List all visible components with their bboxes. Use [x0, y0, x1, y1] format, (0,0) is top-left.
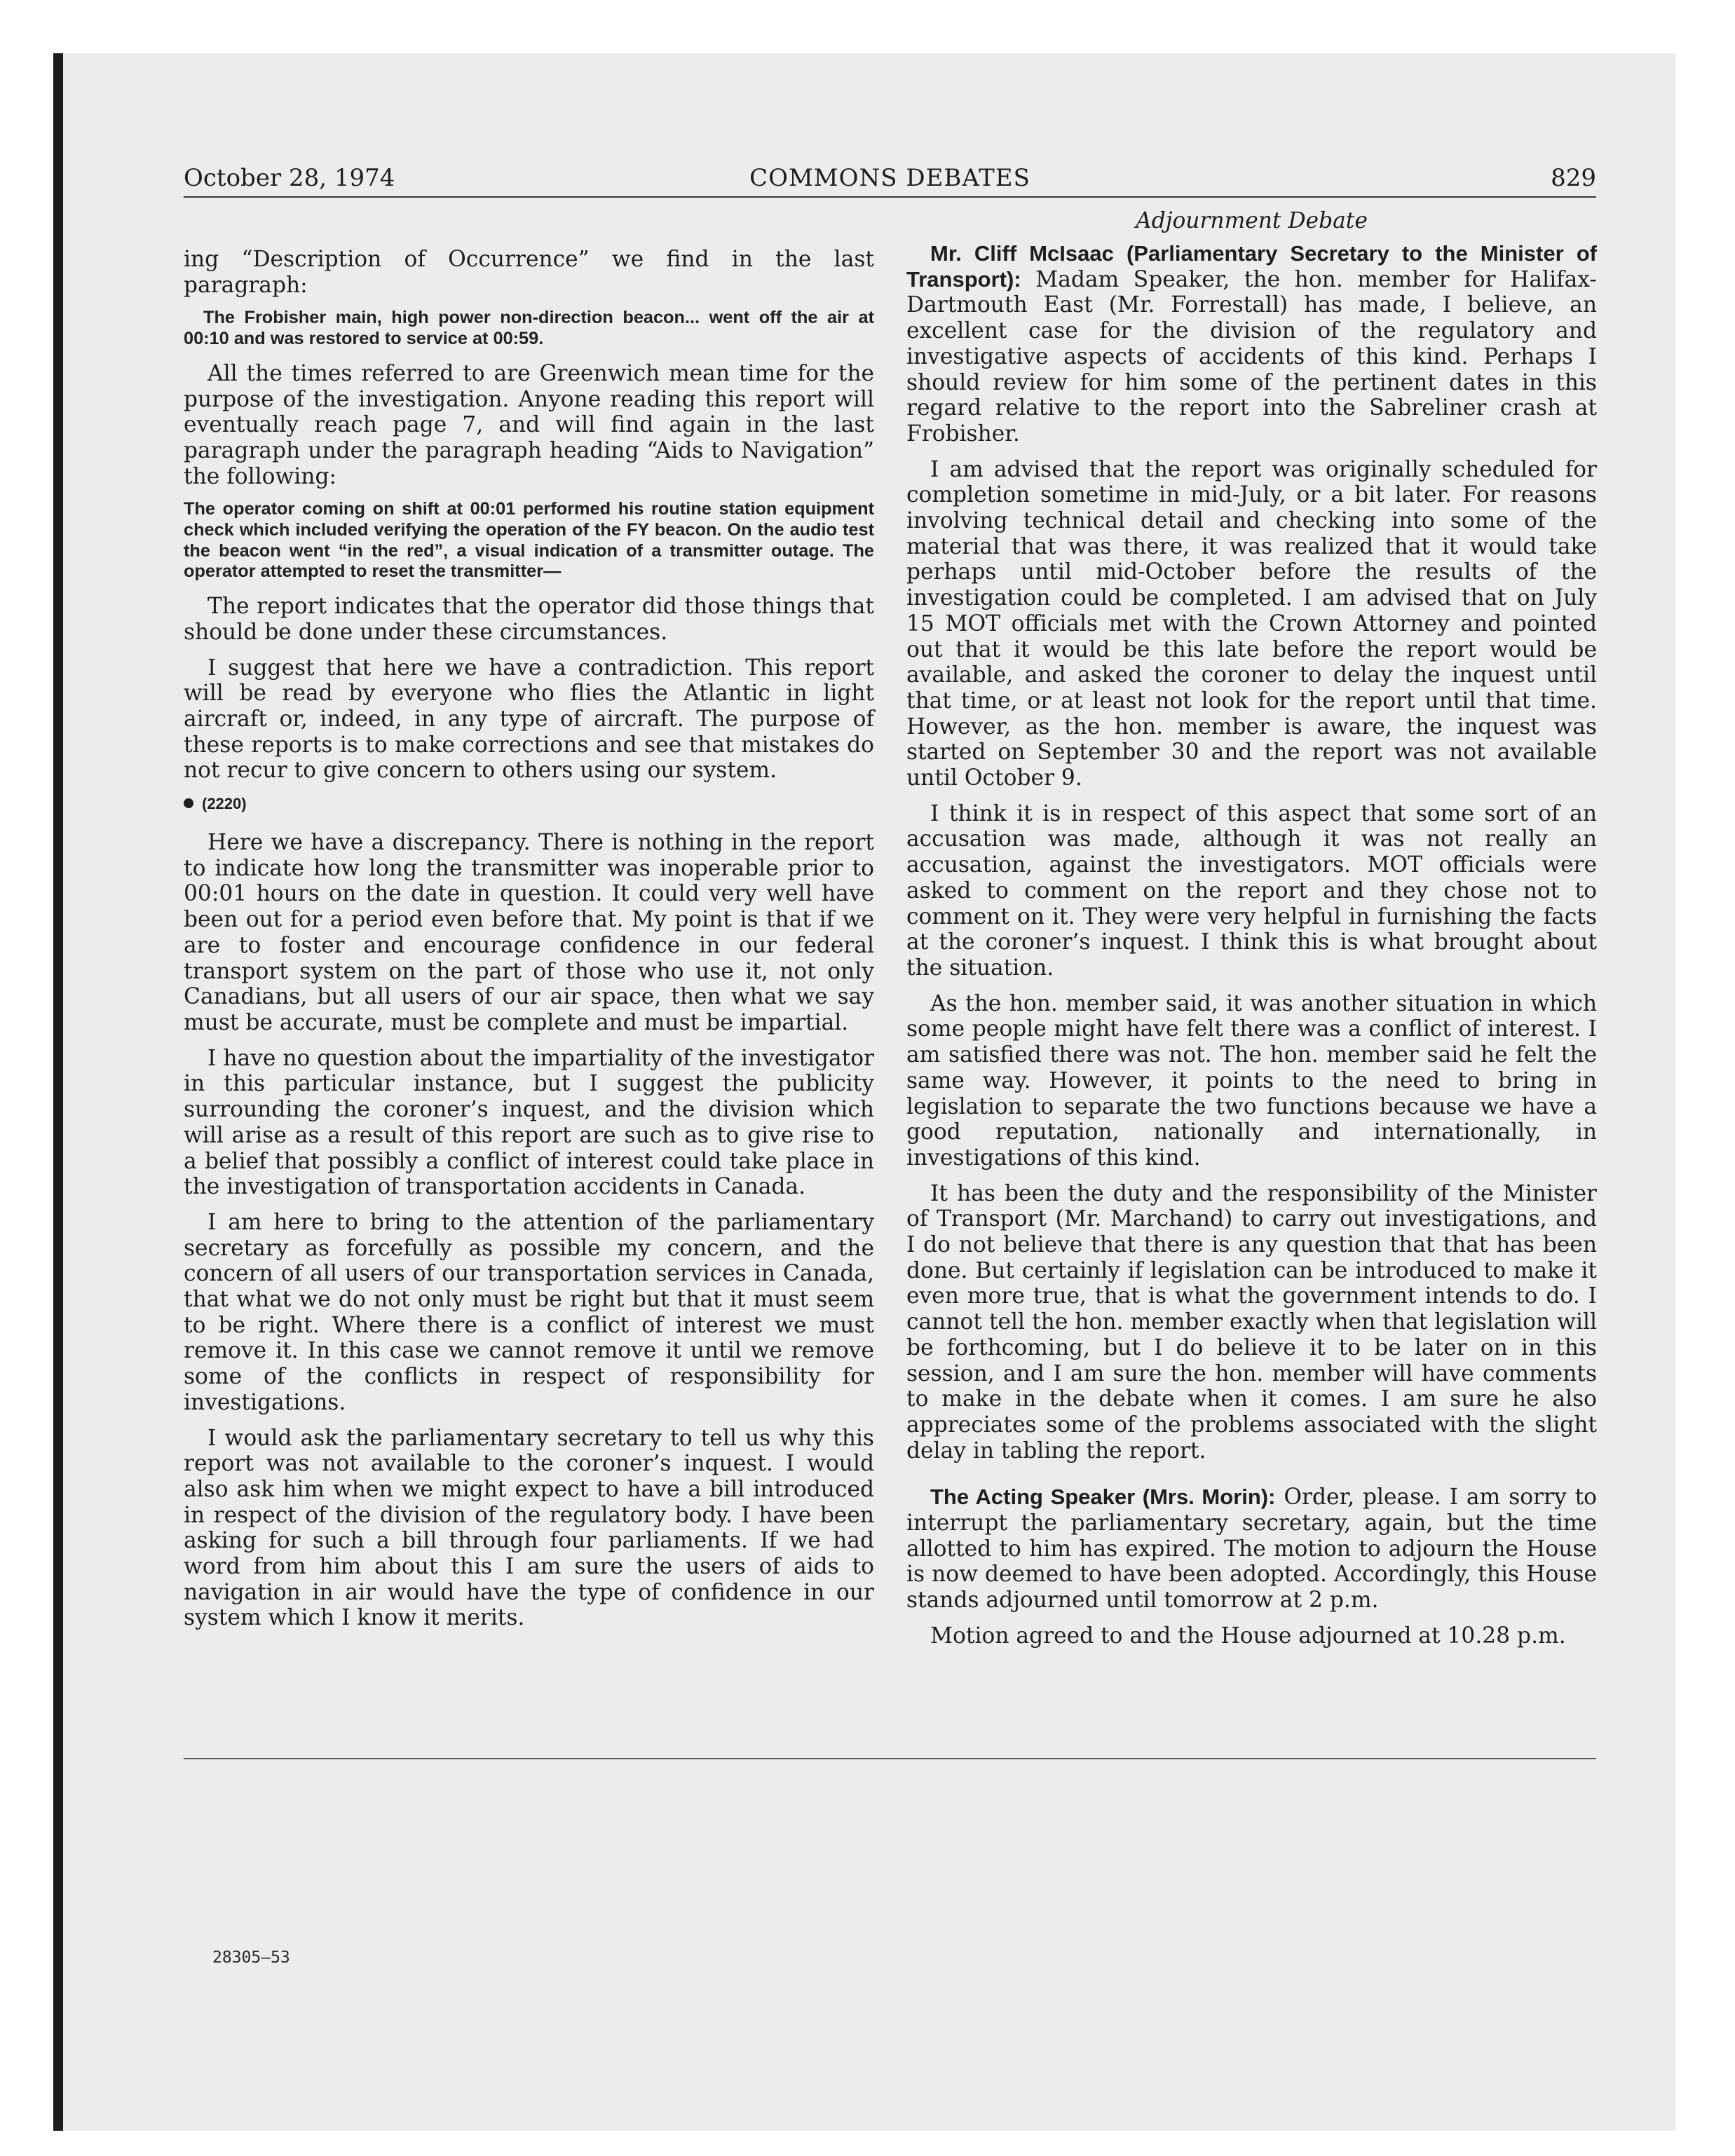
section-heading: Adjournment Debate [1136, 208, 1368, 233]
quoted-excerpt: The Frobisher main, high power non-direction beacon... went off the air at 00:10 and was restored to service at 00:59. [184, 308, 874, 349]
paragraph: The report indicates that the operator did those things that should be done under these circumstances. [184, 594, 874, 645]
paragraph: ing “Description of Occurrence” we find in the last paragraph: [184, 247, 874, 298]
right-column [906, 207, 1597, 1659]
quoted-excerpt: The operator coming on shift at 00:01 performed his routine station equipment check which included verifying the operation of the FY beacon. On the audio test the beacon went “in the red”, a visual indication of a transmitter outage. The operator attempted to reset the transmitter— [184, 499, 874, 582]
paragraph: I think it is in respect of this aspect that some sort of an accusation was made, although it was not really an accusation, against the investigators. MOT officials were asked to comment on the report and they chose not to comment on it. They were very helpful in furnishing the facts at the coroner’s inquest. I think this is what brought about the situation. [906, 800, 1597, 981]
bottom-rule [184, 1758, 1596, 1759]
speaker-name: Mr. Cliff McIsaac (Parliamentary Secretary to the Minister of Transport): [906, 241, 1597, 292]
page-header [184, 163, 1596, 198]
speech-text: Order, please. I am sorry to interrupt the parliamentary secretary, again, but the time allotted to him has expired. The motion to adjourn the House is now deemed to have been adopted. Accordingly, this House stands adjourned until tomorrow at 2 p.m. [906, 1485, 1597, 1613]
spacer [906, 1473, 1597, 1485]
paragraph: All the times referred to are Greenwich mean time for the purpose of the investigation. Anyone reading this report will eventually reach page 7, and will find again in the last paragraph under the paragraph heading “Aids to Navigation” the following: [184, 360, 874, 489]
paragraph: I have no question about the impartiality of the investigator in this particular instance, but I suggest the publicity surrounding the coroner’s inquest, and the division which will arise as a result of this report are such as to give rise to a belief that possibly a conflict of interest could take place in the investigation of transportation accidents in Canada. [184, 1045, 874, 1200]
time-marker [184, 793, 874, 814]
speech-paragraph [906, 1485, 1597, 1613]
paragraph: I would ask the parliamentary secretary to tell us why this report was not available to the coroner’s inquest. I would also ask him when we might expect to have a bill introduced in respect of the division of the regulatory body. I have been asking for such a bill through four parliaments. If we had word from him about this I am sure the users of aids to navigation in air would have the type of confidence in our system which I know it merits. [184, 1425, 874, 1631]
paragraph: It has been the duty and the responsibility of the Minister of Transport (Mr. Marchand) to carry out investigations, and I do not believe that there is any question that that has been done. But certainly if legislation can be introduced to make it even more true, that is what the government intends to do. I cannot tell the hon. member exactly when that legislation will be forthcoming, but I do believe it to be later on in this session, and I am sure the hon. member will have comments to make in the debate when it comes. I am sure he also appreciates some of the problems associated with the slight delay in tabling the report. [906, 1180, 1597, 1464]
header-date: October 28, 1974 [184, 164, 395, 192]
speech-text: Madam Speaker, the hon. member for Halifax-Dartmouth East (Mr. Forrestall) has made, I believe, an excellent case for the division of the regulatory and investigative aspects of accidents of this kind. Perhaps I should review for him some of the pertinent dates in this regard relative to the report into the Sabreliner crash at Frobisher. [906, 266, 1598, 446]
print-signature: 28305—53 [212, 1949, 290, 1967]
speaker-name: The Acting Speaker (Mrs. Morin): [930, 1485, 1276, 1510]
header-page-number: 829 [1551, 164, 1596, 192]
header-title: COMMONS DEBATES [749, 164, 1030, 192]
left-column [184, 207, 874, 1641]
paragraph: I am here to bring to the attention of the parliamentary secretary as forcefully as possible my concern, and the concern of all users of our transportation services in Canada, that what we do not only must be right but that it must seem to be right. Where there is a conflict of interest we must remove it. In this case we cannot remove it until we remove some of the conflicts in respect of responsibility for investigations. [184, 1209, 874, 1415]
closing-line: Motion agreed to and the House adjourned at 10.28 p.m. [930, 1623, 1566, 1649]
bullet-icon [184, 798, 193, 808]
speech-paragraph [906, 241, 1597, 447]
paragraph: As the hon. member said, it was another situation in which some people might have felt there was a conflict of interest. I am satisfied there was not. The hon. member said he felt the same way. However, it points to the need to bring in legislation to separate the two functions because we have a good reputation, nationally and internationally, in investigations of this kind. [906, 990, 1597, 1171]
paragraph: I suggest that here we have a contradiction. This report will be read by everyone who flies the Atlantic in light aircraft or, indeed, in any type of aircraft. The purpose of these reports is to make corrections and see that mistakes do not recur to give concern to others using our system. [184, 655, 874, 784]
paragraph: I am advised that the report was originally scheduled for completion sometime in mid-July, or a bit later. For reasons involving technical detail and checking into some of the material that was there, it was realized that it would take perhaps until mid-October before the results of the investigation could be completed. I am advised that on July 15 MOT officials met with the Crown Attorney and pointed out that it would be this late before the report would be available, and asked the coroner to delay the inquest until that time, or at least not look for the report until that time. However, as the hon. member is aware, the inquest was started on September 30 and the report was not available until October 9. [906, 456, 1597, 791]
time-marker-label: (2220) [202, 795, 247, 813]
paragraph: Here we have a discrepancy. There is nothing in the report to indicate how long the transmitter was inoperable prior to 00:01 hours on the date in question. It could very well have been out for a period even before that. My point is that if we are to foster and encourage confidence in our federal transport system on the part of those who use it, not only Canadians, but all users of our air space, then what we say must be accurate, must be complete and must be impartial. [184, 830, 874, 1035]
